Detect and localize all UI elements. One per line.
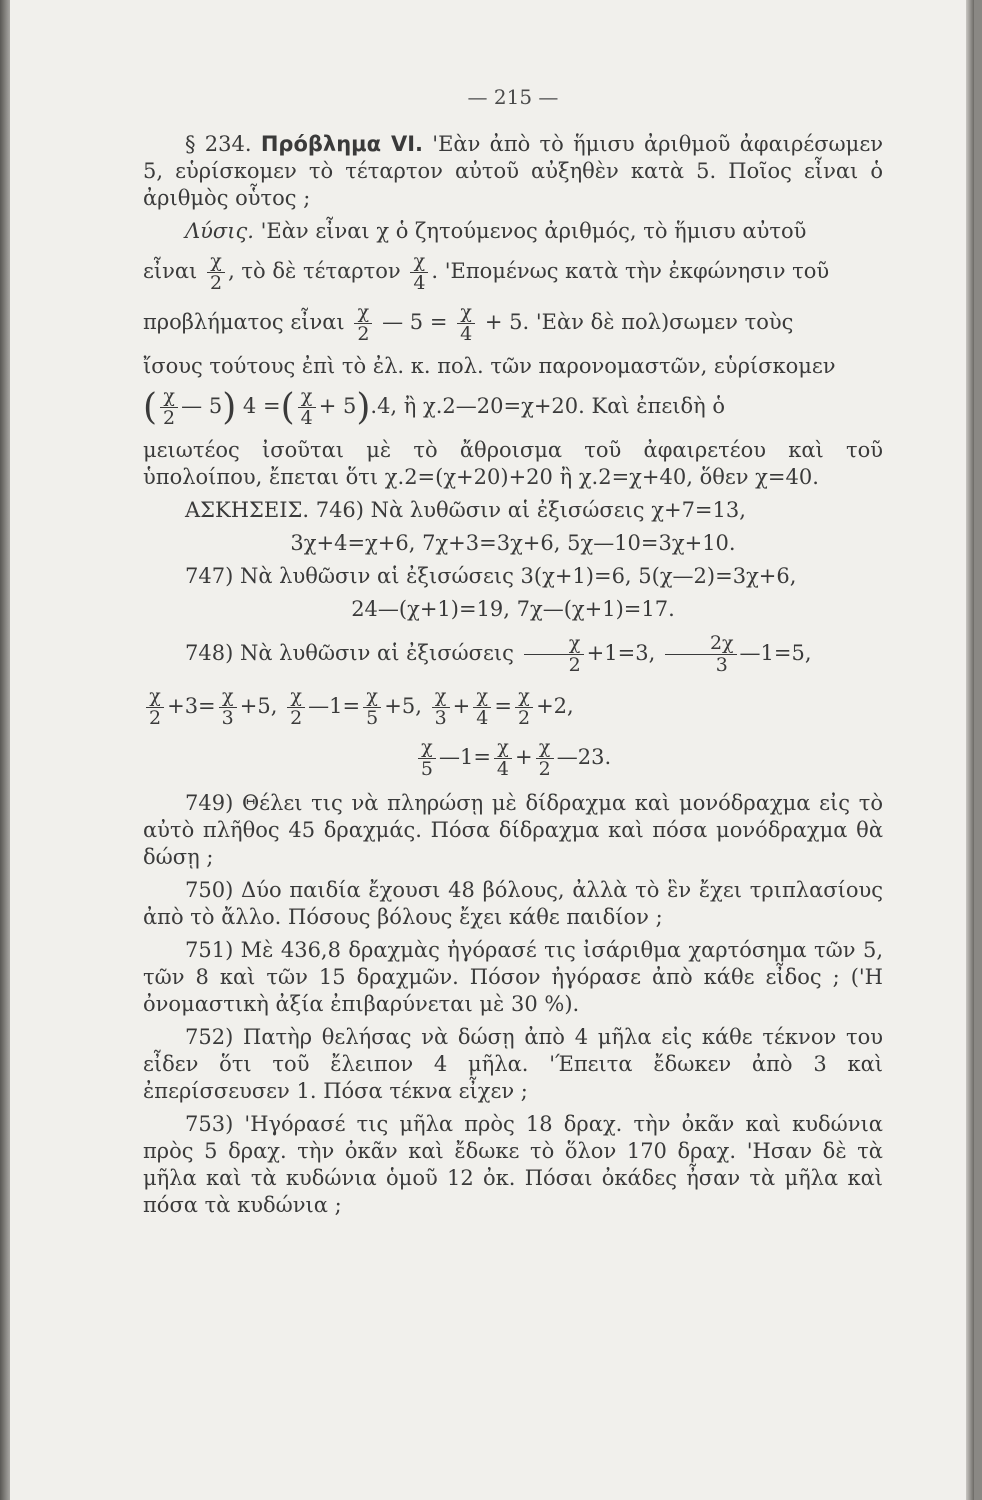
fraction-x-3 <box>219 686 237 729</box>
numerator: χ <box>536 737 554 759</box>
fraction-x-2 <box>536 737 554 780</box>
parenthesis: ( <box>280 387 295 428</box>
fraction-x-4 <box>410 251 428 294</box>
parenthesis: ) <box>356 387 371 428</box>
denominator: 2 <box>149 707 162 729</box>
exercises-heading: ΑΣΚΗΣΕΙΣ. <box>185 498 310 522</box>
numerator: χ <box>219 686 237 708</box>
fraction-x-2 <box>515 686 533 729</box>
numerator: χ <box>298 386 316 408</box>
numerator: χ <box>432 686 450 708</box>
denominator: 4 <box>460 323 473 345</box>
solution-text: + 5 <box>318 394 357 418</box>
parenthesis: ) <box>222 387 237 428</box>
numerator: χ <box>494 737 512 759</box>
fraction-x-2 <box>287 686 305 729</box>
exercise-746 <box>143 497 883 524</box>
solution-heading: Λύσις. <box>185 219 254 243</box>
equation-text: —1= <box>308 694 361 718</box>
solution-text: 'Εὰν εἶναι χ ὁ ζητούμενος ἀριθμός, τὸ ἥμισυ αὐτοῦ <box>260 219 807 243</box>
denominator: 2 <box>538 758 551 780</box>
parenthesis: ( <box>143 387 158 428</box>
fraction-x-5 <box>418 737 436 780</box>
fraction-x-2 <box>524 633 584 676</box>
fraction-x-2 <box>354 302 372 345</box>
solution-line-1 <box>143 218 883 245</box>
solution-line-5 <box>143 386 883 429</box>
numerator: χ <box>473 686 491 708</box>
solution-text: . 'Επομένως κατὰ τὴν ἐκφώνησιν τοῦ <box>431 259 830 283</box>
solution-text: — 5 <box>181 394 223 418</box>
equation-text: +5, <box>239 694 278 718</box>
fraction-x-4 <box>473 686 491 729</box>
denominator: 4 <box>496 758 510 780</box>
denominator: 2 <box>290 707 303 729</box>
numerator: χ <box>457 302 475 324</box>
problem-text: 'Εὰν ἀπὸ τὸ ἥμισυ ἀριθμοῦ ἀφαιρέσωμεν 5, εὑρίσκομεν τὸ τέταρτον αὐτοῦ αὐξηθὲν κατὰ 5. Ποῖος εἶναι ὁ ἀριθμὸς οὗτος ; <box>143 132 883 210</box>
denominator: 5 <box>420 758 433 780</box>
exercise-747: 747) Νὰ λυθῶσιν αἱ ἐξισώσεις 3(χ+1)=6, 5(χ—2)=3χ+6, <box>185 564 797 588</box>
denominator: 3 <box>221 707 234 729</box>
fraction-x-4 <box>457 302 475 345</box>
page-number: — 215 — <box>467 85 559 109</box>
exercise-748 <box>143 633 883 676</box>
problem-paragraph <box>143 131 883 212</box>
page-edge <box>966 0 974 1500</box>
page-text <box>143 80 883 1225</box>
numerator: χ <box>363 686 381 708</box>
book-page <box>10 0 974 1500</box>
denominator: 4 <box>300 407 313 429</box>
numerator: χ <box>524 633 584 655</box>
equation-text: + <box>452 694 471 718</box>
equation-text: + <box>515 745 533 769</box>
fraction-2x-3 <box>665 633 737 676</box>
solution-line-6: μειωτέος ἰσοῦται μὲ τὸ ἄθροισμα τοῦ ἀφαιρετέου καὶ τοῦ ὑπολοίπου, ἔπεται ὅτι χ.2=(χ+20)+20 ἢ χ.2=χ+40, ὅθεν χ=40. <box>143 438 883 489</box>
solution-text: 4 = <box>242 394 281 418</box>
denominator: 2 <box>357 323 370 345</box>
fraction-x-5 <box>363 686 381 729</box>
denominator: 5 <box>366 707 379 729</box>
numerator: χ <box>207 251 225 273</box>
exercise-748-equations-row-1 <box>143 686 883 729</box>
fraction-x-2 <box>160 386 178 429</box>
fraction-x-2 <box>207 251 225 294</box>
denominator: 2 <box>163 407 176 429</box>
numerator: χ <box>160 386 178 408</box>
numerator: χ <box>146 686 164 708</box>
solution-text: + 5. 'Εὰν δὲ πολ)σωμεν τοὺς <box>484 310 794 334</box>
exercise-753: 753) 'Ηγόρασέ τις μῆλα πρὸς 18 δραχ. τὴν ὀκᾶν καὶ κυδώνια πρὸς 5 δραχ. τὴν ὀκᾶν καὶ ἔδωκε τὸ ὅλον 170 δραχ. 'Ησαν δὲ τὰ μῆλα καὶ τὰ κυδώνια ὁμοῦ 12 ὀκ. Πόσαι ὀκάδες ἦσαν τὰ μῆλα καὶ πόσα τὰ κυδώνια ; <box>143 1112 883 1217</box>
numerator: χ <box>354 302 372 324</box>
denominator: 3 <box>434 707 447 729</box>
fraction-x-4 <box>494 737 512 780</box>
solution-text: .4, ἢ χ.2—20=χ+20. Καὶ ἐπειδὴ ὁ <box>370 394 726 418</box>
numerator: χ <box>515 686 533 708</box>
exercise-747-equations: 24—(χ+1)=19, 7χ—(χ+1)=17. <box>351 597 675 621</box>
problem-title: Πρόβλημα VI. <box>260 132 423 156</box>
exercise-750: 750) Δύο παιδία ἔχουσι 48 βόλους, ἀλλὰ τὸ ἓν ἔχει τριπλασίους ἀπὸ τὸ ἄλλο. Πόσους βόλους ἔχει κάθε παιδίον ; <box>143 878 883 929</box>
solution-text: εἶναι <box>143 259 198 283</box>
fraction-x-2 <box>146 686 164 729</box>
denominator: 2 <box>517 707 531 729</box>
solution-line-2 <box>143 251 883 294</box>
equation-text: —23. <box>556 745 612 769</box>
exercise-746-equations: 3χ+4=χ+6, 7χ+3=3χ+6, 5χ—10=3χ+10. <box>290 531 736 555</box>
exercise-752: 752) Πατὴρ θελήσας νὰ δώσῃ ἀπὸ 4 μῆλα εἰς κάθε τέκνον του εἶδεν ὅτι τοῦ ἔλειπον 4 μῆλα. 'Έπειτα ἔδωκεν ἀπὸ 3 καὶ ἐπερίσσευσεν 1. Πόσα τέκνα εἶχεν ; <box>143 1025 883 1103</box>
numerator: 2χ <box>665 633 737 655</box>
numerator: χ <box>410 251 428 273</box>
numerator: χ <box>287 686 305 708</box>
denominator: 4 <box>476 707 489 729</box>
section-number: § 234. <box>185 132 252 156</box>
exercise-text: 746) Νὰ λυθῶσιν αἱ ἐξισώσεις χ+7=13, <box>315 498 746 522</box>
equation-text: = <box>494 694 512 718</box>
binding-edge <box>0 0 10 1500</box>
equation-text: —1= <box>438 745 491 769</box>
fraction-x-4 <box>298 386 316 429</box>
denominator: 2 <box>568 654 581 676</box>
exercise-text: 748) Νὰ λυθῶσιν αἱ ἐξισώσεις <box>185 641 514 665</box>
solution-line-4: ἴσους τούτους ἐπὶ τὸ ἐλ. κ. πολ. τῶν παρονομαστῶν, εὑρίσκομεν <box>143 354 836 378</box>
equation-text: +5, <box>384 694 422 718</box>
denominator: 2 <box>209 272 223 294</box>
solution-text: , τὸ δὲ τέταρτον <box>228 259 401 283</box>
exercise-749: 749) Θέλει τις νὰ πληρώσῃ μὲ δίδραχμα καὶ μονόδραχμα εἰς τὸ αὐτὸ πλῆθος 45 δραχμάς. Πόσα δίδραχμα καὶ πόσα μονόδραχμα θὰ δώσῃ ; <box>143 791 883 869</box>
exercise-748-equations-row-2 <box>143 737 883 780</box>
equation-text: +1=3, <box>586 641 656 665</box>
equation-text: +3= <box>167 694 216 718</box>
numerator: χ <box>418 737 436 759</box>
exercise-751: 751) Μὲ 436,8 δραχμὰς ἠγόρασέ τις ἰσάριθμα χαρτόσημα τῶν 5, τῶν 8 καὶ τῶν 15 δραχμῶν. Πόσον ἠγόρασε ἀπὸ κάθε εἶδος ; ('Η ὀνομαστικὴ ἀξία ἐπιβαρύνεται μὲ 30 %). <box>143 938 883 1016</box>
equation-text: +2, <box>536 694 574 718</box>
equation-text: —1=5, <box>739 641 812 665</box>
denominator: 4 <box>413 272 426 294</box>
solution-text: προβλήματος εἶναι <box>143 310 345 334</box>
solution-line-3 <box>143 302 883 345</box>
denominator: 3 <box>715 654 728 676</box>
fraction-x-3 <box>432 686 450 729</box>
solution-text: — 5 = <box>382 310 448 334</box>
